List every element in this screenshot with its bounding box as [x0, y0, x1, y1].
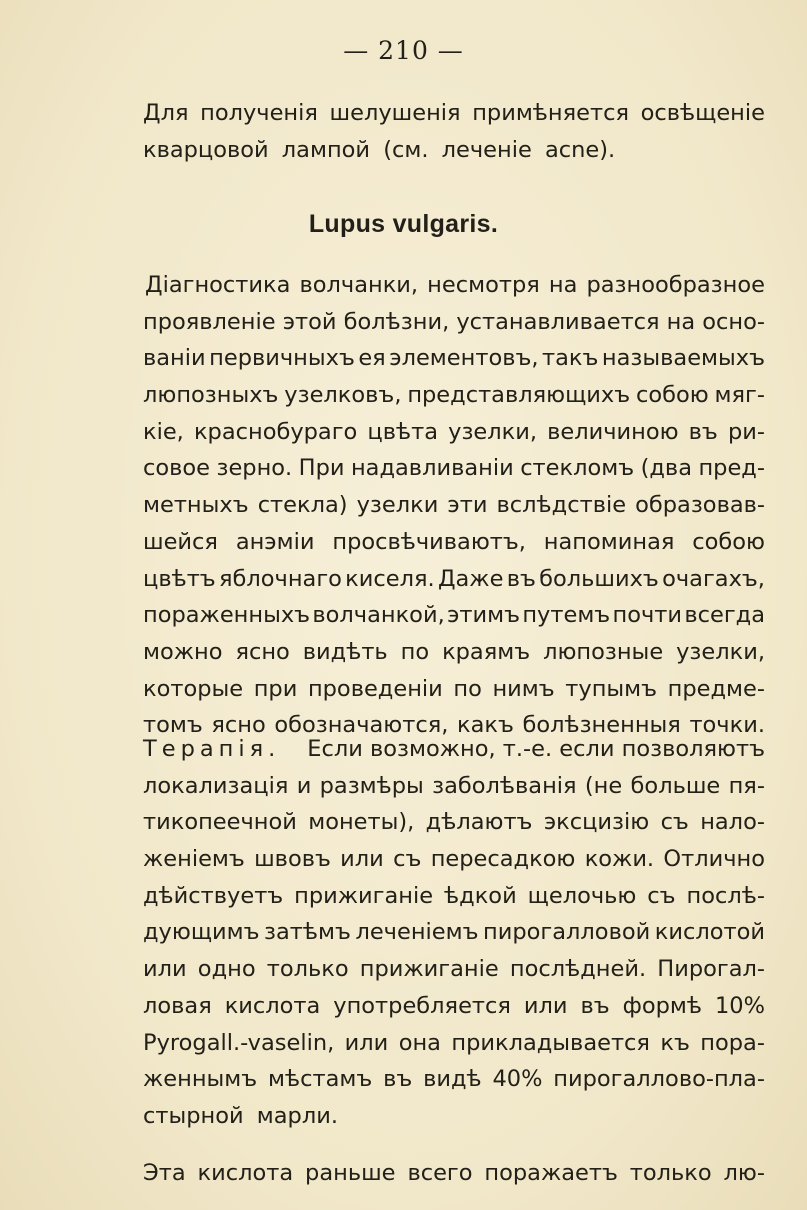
- text-line: можно ясно видѣть по краямъ люпозные узелки,: [143, 638, 765, 665]
- text-line: стырной марли.: [143, 1102, 338, 1129]
- text-line: Эта кислота раньше всего поражаетъ только лю-: [143, 1160, 765, 1186]
- diagnosis-paragraph: [143, 267, 765, 744]
- text-line: совое зерно. При надавливаніи стекломъ (два пред-: [143, 455, 765, 482]
- text-line: ваніи первичныхъ ея элементовъ, такъ называемыхъ: [143, 345, 765, 372]
- text-line: женіемъ швовъ или съ пересадкою кожи. Отлично: [143, 846, 765, 873]
- text-line: кварцовой лампой (см. леченіе acne).: [143, 136, 616, 163]
- text-line: дующимъ затѣмъ леченіемъ пирогалловой кислотой: [143, 919, 765, 946]
- section-heading: Lupus vulgaris.: [308, 210, 499, 238]
- page-number: — 210 —: [343, 36, 464, 65]
- text-line: томъ ясно обозначаются, какъ болѣзненныя точки.: [143, 712, 765, 739]
- text-line: ловая кислота употребляется или въ формѣ 10%: [143, 992, 765, 1019]
- text-line: которые при проведеніи по нимъ тупымъ предме-: [143, 675, 765, 702]
- text-line: метныхъ стекла) узелки эти вслѣдствіе образовав-: [143, 492, 765, 519]
- text-line: Pyrogall.-vaselin, или она прикладывается къ пора-: [143, 1029, 765, 1056]
- text-line: дѣйствуетъ прижиганіе ѣдкой щелочью съ послѣ-: [143, 882, 765, 909]
- text-line: локализація и размѣры заболѣванія (не больше пя-: [143, 772, 765, 799]
- text-line: женнымъ мѣстамъ въ видѣ 40% пирогаллово-пла-: [143, 1066, 765, 1093]
- text-line: Діагностика волчанки, несмотря на разнообразное: [145, 272, 765, 298]
- therapy-paragraph: [143, 731, 765, 1135]
- text-line: [143, 731, 765, 768]
- text-line: или одно только прижиганіе послѣдней. Пирогал-: [143, 956, 765, 983]
- text-line: кіе, краснобураго цвѣта узелки, величиною въ ри-: [143, 418, 765, 445]
- text-line: люпозныхъ узелковъ, представляющихъ собою мяг-: [143, 382, 765, 409]
- continuation-paragraph: [143, 1155, 765, 1192]
- text-line: шейся анэміи просвѣчиваютъ, напоминая собою: [143, 528, 765, 555]
- text-line: проявленіе этой болѣзни, устанавливается на осно-: [143, 308, 765, 335]
- therapy-first-line: Если возможно, т.-е. если позволяютъ: [307, 736, 765, 762]
- intro-paragraph: [143, 95, 765, 168]
- text-line: цвѣтъ яблочнаго киселя. Даже въ большихъ очагахъ,: [143, 565, 765, 592]
- text-line: пораженныхъ волчанкой, этимъ путемъ почти всегда: [143, 602, 765, 629]
- text-line: Для полученія шелушенія примѣняется освѣщеніе: [143, 100, 765, 126]
- therapy-label: Терапія.: [143, 736, 281, 762]
- text-line: тикопеечной монеты), дѣлаютъ эксцизію съ нало-: [143, 809, 765, 836]
